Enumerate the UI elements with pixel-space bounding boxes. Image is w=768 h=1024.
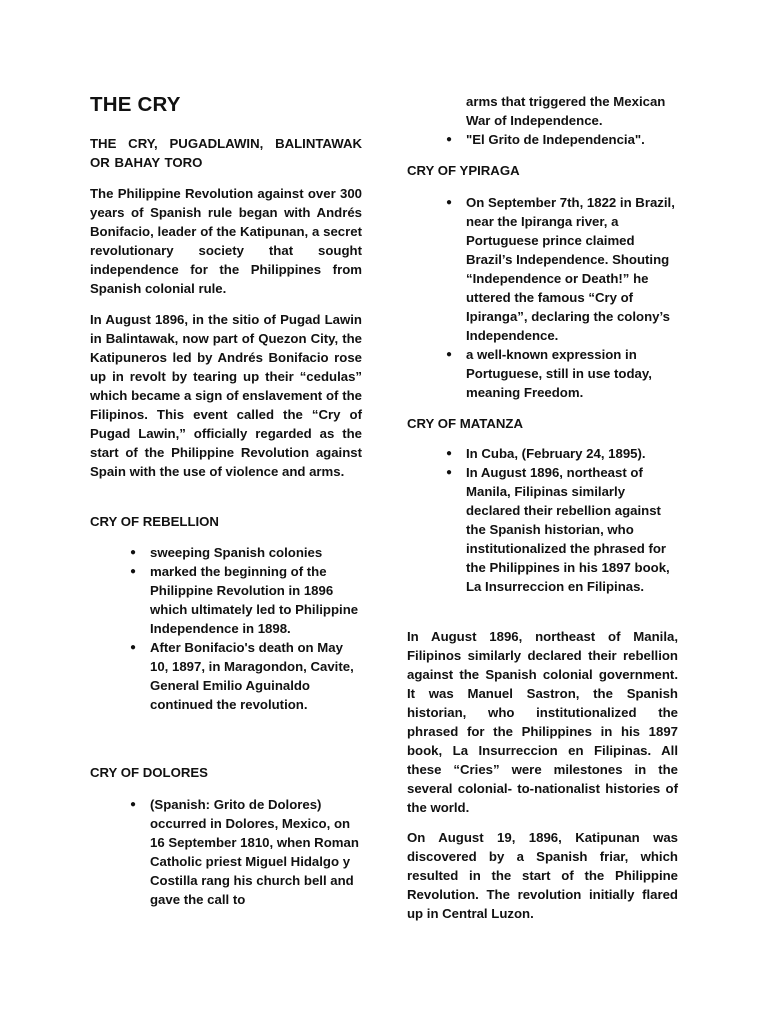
list-item-text: a well-known expression in Portuguese, still in use today, meaning Freedom. — [466, 347, 652, 400]
list-item — [130, 543, 362, 562]
bullet-icon: ● — [130, 642, 137, 653]
list-item — [446, 444, 680, 463]
katipunan-discovered-paragraph: On August 19, 1896, Katipunan was discovered by a Spanish friar, which resulted in the start of the Philippine Revolution. The revolution initially flared up in Central Luzon. — [407, 830, 678, 921]
rebellion-list — [130, 543, 362, 714]
dolores-list — [130, 795, 362, 909]
list-item-text: marked the beginning of the Philippine Revolution in 1896 which ultimately led to Philippine Independence in 1898. — [150, 564, 359, 636]
bullet-icon: ● — [446, 448, 453, 459]
list-item — [446, 130, 680, 149]
list-item — [130, 795, 362, 909]
ypiraga-list — [446, 193, 680, 402]
bullet-icon: ● — [130, 566, 137, 577]
list-item-text: (Spanish: Grito de Dolores) occurred in Dolores, Mexico, on 16 September 1810, when Roman Catholic priest Miguel Hidalgo y Costilla rang his church bell and gave the call to — [150, 797, 359, 907]
rebellion-heading: CRY OF REBELLION — [90, 514, 219, 529]
bullet-icon: ● — [130, 547, 137, 558]
list-item — [446, 193, 680, 345]
pugad-lawin-paragraph: In August 1896, in the sitio of Pugad Lawin in Balintawak, now part of Quezon City, the Katipuneros led by Andrés Bonifacio rose up in revolt by tearing up their “cedulas” which became a sign of enslavement of the Filipinos. This event called the “Cry of Pugad Lawin,” officially regarded as the start of the Philippine Revolution against Spain with the use of violence and arms. — [90, 312, 362, 479]
intro-paragraph: The Philippine Revolution against over 300 years of Spanish rule began with Andrés Bonifacio, leader of the Katipunan, a secret revolutionary society that sought independence for the Philippines from Spanish colonial rule. — [90, 186, 362, 296]
dolores-heading: CRY OF DOLORES — [90, 765, 208, 780]
list-item — [446, 345, 680, 402]
document-title: THE CRY — [90, 93, 181, 116]
matanza-summary-paragraph: In August 1896, northeast of Manila, Filipinos similarly declared their rebellion against the Spanish colonial government. It was Manuel Sastron, the Spanish historian, who institutionalized the phrased for the Philippines in his 1897 book, La Insurreccion en Filipinas. All these “Cries” were milestones in the several colonial- to-nationalist histories of the world. — [407, 629, 678, 815]
list-item-text: In August 1896, northeast of Manila, Filipinas similarly declared their rebellion against the Spanish historian, who institutionalized the phrased for the Philippines in his 1897 book, La Insurreccion en Filipinas. — [466, 465, 670, 594]
list-item — [130, 638, 362, 714]
bullet-icon: ● — [130, 799, 137, 810]
bullet-icon: ● — [446, 134, 453, 145]
dolores-list-continued — [446, 130, 680, 149]
bullet-icon: ● — [446, 349, 453, 360]
matanza-list — [446, 444, 680, 596]
list-item — [130, 562, 362, 638]
list-item-text: After Bonifacio's death on May 10, 1897, in Maragondon, Cavite, General Emilio Aguinaldo continued the revolution. — [150, 640, 354, 712]
dolores-continued-text: arms that triggered the Mexican War of Independence. — [466, 94, 666, 128]
list-item-text: "El Grito de Independencia". — [466, 132, 645, 147]
ypiraga-heading: CRY OF YPIRAGA — [407, 163, 520, 178]
document-subtitle: THE CRY, PUGADLAWIN, BALINTAWAK OR BAHAY TORO — [90, 136, 362, 170]
list-item-text: In Cuba, (February 24, 1895). — [466, 446, 646, 461]
matanza-heading: CRY OF MATANZA — [407, 416, 523, 431]
list-item-text: sweeping Spanish colonies — [150, 545, 323, 560]
list-item-text: On September 7th, 1822 in Brazil, near the Ipiranga river, a Portuguese prince claimed Brazil’s Independence. Shouting “Independence or Death!” he uttered the famous “Cry of Ipiranga”, declaring the colony’s Independence. — [466, 195, 675, 343]
bullet-icon: ● — [446, 467, 453, 478]
list-item — [446, 463, 680, 596]
bullet-icon: ● — [446, 197, 453, 208]
